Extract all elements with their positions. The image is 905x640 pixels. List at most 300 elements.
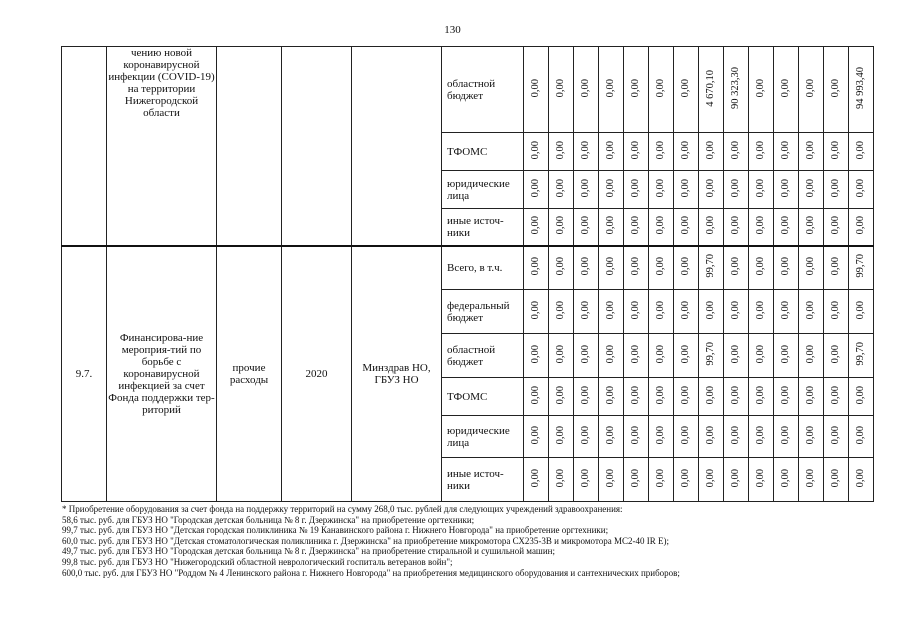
amount-value: 0,00 [730, 140, 741, 160]
amount-value: 0,00 [680, 385, 691, 405]
value-cell [649, 47, 674, 133]
value-cell [624, 334, 649, 378]
value-cell [774, 171, 799, 209]
value-cell [824, 133, 849, 171]
amount-value: 0,00 [555, 425, 566, 445]
value-cell [849, 246, 874, 290]
value-cell [649, 458, 674, 502]
value-cell [774, 458, 799, 502]
amount-value: 0,00 [705, 216, 716, 235]
amount-value: 0,00 [730, 385, 741, 405]
row-number: 9.7. [62, 246, 107, 502]
amount-value: 0,00 [805, 78, 816, 98]
amount-value: 0,00 [755, 425, 766, 445]
amount-value: 0,00 [680, 300, 691, 320]
value-cell [724, 209, 749, 246]
amount-value: 0,00 [605, 178, 616, 198]
value-cell [774, 290, 799, 334]
value-cell [849, 378, 874, 416]
value-cell [774, 378, 799, 416]
amount-value: 0,00 [805, 257, 816, 276]
value-cell [799, 290, 824, 334]
value-cell [749, 171, 774, 209]
amount-value: 0,00 [530, 178, 541, 198]
value-cell [799, 416, 824, 458]
value-cell [524, 209, 549, 246]
amount-value: 0,00 [780, 425, 791, 445]
value-cell [624, 47, 649, 133]
value-cell [574, 290, 599, 334]
footnote-line: 58,6 тыс. руб. для ГБУЗ НО "Городская детская больница № 8 г. Дзержинска" на приобретение оргтехники; [62, 514, 475, 525]
value-cell [599, 209, 624, 246]
amount-value: 0,00 [680, 140, 691, 160]
funding-source: юридические лица [442, 171, 524, 209]
amount-value: 0,00 [555, 344, 566, 364]
value-cell [699, 378, 724, 416]
value-cell [599, 458, 624, 502]
amount-value: 0,00 [655, 78, 666, 98]
value-cell [724, 47, 749, 133]
amount-value: 99,70 [855, 254, 866, 279]
value-cell [849, 290, 874, 334]
amount-value: 0,00 [830, 178, 841, 198]
amount-value: 0,00 [705, 425, 716, 445]
row-number-cell [62, 47, 107, 246]
amount-value: 0,00 [605, 140, 616, 160]
amount-value: 0,00 [605, 300, 616, 320]
value-cell [624, 416, 649, 458]
value-cell [624, 209, 649, 246]
amount-value: 0,00 [780, 300, 791, 320]
value-cell [674, 47, 699, 133]
value-cell [599, 334, 624, 378]
amount-value: 0,00 [605, 344, 616, 364]
value-cell [724, 334, 749, 378]
value-cell [799, 171, 824, 209]
amount-value: 0,00 [580, 257, 591, 276]
footnote-line: 49,7 тыс. руб. для ГБУЗ НО "Городская детская больница № 8 г. Дзержинска" на приобретение стиральной и сушильной машин; [62, 546, 556, 557]
amount-value: 0,00 [680, 178, 691, 198]
footnote-line: 600,0 тыс. руб. для ГБУЗ НО "Роддом № 4 Ленинского района г. Нижнего Новгорода" на приобретения медицинского оборудования и сантехнических приборов; [62, 567, 680, 578]
value-cell [524, 47, 549, 133]
value-cell [699, 47, 724, 133]
amount-value: 0,00 [855, 425, 866, 445]
value-cell [824, 378, 849, 416]
funding-source: Всего, в т.ч. [442, 246, 524, 290]
funding-source: федеральный бюджет [442, 290, 524, 334]
value-cell [599, 246, 624, 290]
table-row [62, 246, 874, 290]
value-cell [599, 416, 624, 458]
value-cell [774, 334, 799, 378]
amount-value: 0,00 [530, 425, 541, 445]
amount-value: 0,00 [580, 78, 591, 98]
value-cell [574, 246, 599, 290]
amount-value: 0,00 [755, 468, 766, 488]
value-cell [524, 458, 549, 502]
value-cell [799, 133, 824, 171]
value-cell [549, 416, 574, 458]
value-cell [549, 290, 574, 334]
amount-value: 0,00 [755, 140, 766, 160]
value-cell [524, 378, 549, 416]
amount-value: 0,00 [705, 385, 716, 405]
value-cell [549, 458, 574, 502]
value-cell [749, 458, 774, 502]
amount-value: 0,00 [530, 257, 541, 276]
amount-value: 0,00 [805, 344, 816, 364]
value-cell [674, 416, 699, 458]
amount-value: 0,00 [805, 216, 816, 235]
value-cell [724, 171, 749, 209]
amount-value: 0,00 [755, 385, 766, 405]
amount-value: 0,00 [555, 178, 566, 198]
amount-value: 0,00 [530, 140, 541, 160]
amount-value: 0,00 [605, 216, 616, 235]
value-cell [699, 416, 724, 458]
value-cell [799, 209, 824, 246]
amount-value: 0,00 [580, 178, 591, 198]
value-cell [674, 246, 699, 290]
amount-value: 0,00 [605, 425, 616, 445]
value-cell [849, 458, 874, 502]
amount-value: 0,00 [755, 257, 766, 276]
value-cell [574, 171, 599, 209]
value-cell [574, 458, 599, 502]
value-cell [624, 378, 649, 416]
amount-value: 0,00 [555, 140, 566, 160]
value-cell [624, 246, 649, 290]
amount-value: 4 670,10 [705, 69, 716, 107]
amount-value: 0,00 [580, 344, 591, 364]
amount-value: 0,00 [630, 425, 641, 445]
funding-source: ТФОМС [442, 378, 524, 416]
value-cell [824, 47, 849, 133]
value-cell [649, 334, 674, 378]
value-cell [574, 47, 599, 133]
value-cell [599, 47, 624, 133]
amount-value: 0,00 [705, 468, 716, 488]
value-cell [549, 334, 574, 378]
funding-source: областной бюджет [442, 47, 524, 133]
amount-value: 0,00 [730, 178, 741, 198]
amount-value: 0,00 [805, 140, 816, 160]
value-cell [549, 133, 574, 171]
amount-value: 0,00 [655, 344, 666, 364]
value-cell [524, 290, 549, 334]
amount-value: 0,00 [680, 344, 691, 364]
amount-value: 0,00 [805, 178, 816, 198]
amount-value: 0,00 [580, 300, 591, 320]
value-cell [774, 416, 799, 458]
amount-value: 0,00 [830, 78, 841, 98]
amount-value: 0,00 [855, 385, 866, 405]
value-cell [724, 458, 749, 502]
amount-value: 0,00 [530, 78, 541, 98]
value-cell [574, 416, 599, 458]
amount-value: 0,00 [680, 78, 691, 98]
amount-value: 0,00 [630, 344, 641, 364]
value-cell [624, 133, 649, 171]
amount-value: 0,00 [655, 385, 666, 405]
footnote-line: 60,0 тыс. руб. для ГБУЗ НО "Детская стоматологическая поликлиника г. Дзержинска" на приобретение микромотора СХ235-3В и микромотора МС2-40 IR E); [62, 535, 669, 546]
amount-value: 0,00 [730, 257, 741, 276]
value-cell [824, 290, 849, 334]
amount-value: 0,00 [630, 216, 641, 235]
value-cell [624, 290, 649, 334]
amount-value: 0,00 [580, 385, 591, 405]
value-cell [824, 171, 849, 209]
value-cell [774, 246, 799, 290]
amount-value: 0,00 [630, 385, 641, 405]
amount-value: 0,00 [830, 425, 841, 445]
amount-value: 0,00 [855, 468, 866, 488]
amount-value: 0,00 [755, 216, 766, 235]
amount-value: 0,00 [630, 257, 641, 276]
amount-value: 0,00 [830, 140, 841, 160]
amount-value: 0,00 [655, 216, 666, 235]
value-cell [599, 378, 624, 416]
value-cell [574, 334, 599, 378]
value-cell [649, 290, 674, 334]
amount-value: 0,00 [755, 300, 766, 320]
expense-type-cell [217, 47, 282, 246]
value-cell [649, 246, 674, 290]
value-cell [799, 378, 824, 416]
footnote-line: 99,8 тыс. руб. для ГБУЗ НО "Нижегородский областной неврологический госпиталь ветеранов войн"; [62, 556, 453, 567]
amount-value: 0,00 [730, 216, 741, 235]
amount-value: 0,00 [655, 468, 666, 488]
amount-value: 0,00 [855, 140, 866, 160]
value-cell [624, 458, 649, 502]
funding-source: иные источ-ники [442, 209, 524, 246]
amount-value: 0,00 [680, 425, 691, 445]
amount-value: 0,00 [630, 300, 641, 320]
footnote-line: 99,7 тыс. руб. для ГБУЗ НО "Детская городская поликлиника № 19 Канавинского района г. Нижнего Новгорода" на приобретение оргтехники; [62, 525, 609, 536]
funding-source: областной бюджет [442, 334, 524, 378]
amount-value: 0,00 [605, 78, 616, 98]
amount-value: 0,00 [780, 216, 791, 235]
amount-value: 0,00 [855, 178, 866, 198]
amount-value: 0,00 [830, 257, 841, 276]
value-cell [749, 133, 774, 171]
value-cell [849, 133, 874, 171]
executor-cell [352, 47, 442, 246]
value-cell [749, 416, 774, 458]
amount-value: 0,00 [830, 344, 841, 364]
footnotes [62, 504, 882, 578]
amount-value: 0,00 [755, 78, 766, 98]
amount-value: 0,00 [680, 257, 691, 276]
amount-value: 99,70 [705, 342, 716, 366]
amount-value: 0,00 [855, 300, 866, 320]
value-cell [849, 47, 874, 133]
amount-value: 99,70 [705, 254, 716, 279]
executor: Минздрав НО, ГБУЗ НО [352, 246, 442, 502]
value-cell [699, 458, 724, 502]
amount-value: 0,00 [555, 216, 566, 235]
value-cell [549, 209, 574, 246]
value-cell [649, 133, 674, 171]
amount-value: 0,00 [805, 425, 816, 445]
amount-value: 0,00 [530, 468, 541, 488]
budget-table [61, 46, 874, 502]
value-cell [549, 246, 574, 290]
amount-value: 0,00 [630, 140, 641, 160]
value-cell [524, 246, 549, 290]
amount-value: 0,00 [555, 78, 566, 98]
value-cell [549, 171, 574, 209]
amount-value: 0,00 [805, 385, 816, 405]
amount-value: 0,00 [580, 425, 591, 445]
amount-value: 0,00 [780, 344, 791, 364]
value-cell [674, 290, 699, 334]
funding-source: иные источ-ники [442, 458, 524, 502]
footnote-line: * Приобретение оборудования за счет фонда на поддержку территорий на сумму 268,0 тыс. рублей для следующих учреждений здравоохранения: [62, 504, 623, 514]
value-cell [699, 171, 724, 209]
value-cell [649, 171, 674, 209]
amount-value: 0,00 [655, 257, 666, 276]
amount-value: 0,00 [630, 178, 641, 198]
value-cell [524, 334, 549, 378]
amount-value: 0,00 [805, 468, 816, 488]
measure-description: чению новой коронавирусной инфекции (COVID-19) на территории Нижегородской области [107, 47, 217, 246]
value-cell [574, 378, 599, 416]
amount-value: 0,00 [755, 178, 766, 198]
amount-value: 0,00 [780, 257, 791, 276]
value-cell [649, 416, 674, 458]
value-cell [549, 47, 574, 133]
value-cell [674, 209, 699, 246]
value-cell [749, 334, 774, 378]
amount-value: 94 993,40 [855, 67, 866, 109]
value-cell [674, 334, 699, 378]
value-cell [824, 246, 849, 290]
amount-value: 0,00 [755, 344, 766, 364]
value-cell [674, 458, 699, 502]
amount-value: 0,00 [605, 385, 616, 405]
amount-value: 0,00 [555, 385, 566, 405]
value-cell [824, 334, 849, 378]
amount-value: 0,00 [555, 257, 566, 276]
value-cell [574, 133, 599, 171]
amount-value: 0,00 [580, 216, 591, 235]
value-cell [724, 416, 749, 458]
amount-value: 0,00 [830, 216, 841, 235]
value-cell [724, 246, 749, 290]
amount-value: 90 323,30 [730, 67, 741, 109]
amount-value: 0,00 [705, 178, 716, 198]
amount-value: 0,00 [780, 178, 791, 198]
value-cell [674, 378, 699, 416]
value-cell [749, 378, 774, 416]
amount-value: 0,00 [705, 300, 716, 320]
amount-value: 0,00 [630, 78, 641, 98]
value-cell [749, 290, 774, 334]
value-cell [699, 133, 724, 171]
amount-value: 0,00 [530, 300, 541, 320]
value-cell [699, 209, 724, 246]
value-cell [524, 171, 549, 209]
value-cell [749, 209, 774, 246]
value-cell [774, 47, 799, 133]
value-cell [599, 133, 624, 171]
amount-value: 0,00 [730, 468, 741, 488]
amount-value: 0,00 [555, 468, 566, 488]
value-cell [824, 458, 849, 502]
amount-value: 0,00 [855, 216, 866, 235]
amount-value: 0,00 [555, 300, 566, 320]
amount-value: 0,00 [780, 385, 791, 405]
value-cell [749, 246, 774, 290]
amount-value: 0,00 [530, 385, 541, 405]
value-cell [674, 171, 699, 209]
amount-value: 0,00 [730, 425, 741, 445]
amount-value: 0,00 [830, 385, 841, 405]
amount-value: 0,00 [580, 140, 591, 160]
amount-value: 0,00 [580, 468, 591, 488]
amount-value: 0,00 [830, 300, 841, 320]
value-cell [724, 290, 749, 334]
amount-value: 0,00 [530, 344, 541, 364]
amount-value: 0,00 [530, 216, 541, 235]
amount-value: 0,00 [605, 468, 616, 488]
amount-value: 0,00 [655, 140, 666, 160]
amount-value: 99,70 [855, 342, 866, 366]
value-cell [849, 334, 874, 378]
value-cell [849, 209, 874, 246]
amount-value: 0,00 [830, 468, 841, 488]
value-cell [624, 171, 649, 209]
funding-source: юридические лица [442, 416, 524, 458]
amount-value: 0,00 [680, 468, 691, 488]
measure-description: Финансирова-ние мероприя-тий по борьбе с коронавирусной инфекцией за счет Фонда поддержки тер-риторий [107, 246, 217, 502]
amount-value: 0,00 [630, 468, 641, 488]
value-cell [774, 209, 799, 246]
year: 2020 [282, 246, 352, 502]
amount-value: 0,00 [780, 140, 791, 160]
value-cell [524, 416, 549, 458]
value-cell [799, 246, 824, 290]
value-cell [574, 209, 599, 246]
amount-value: 0,00 [730, 344, 741, 364]
value-cell [699, 246, 724, 290]
funding-source: ТФОМС [442, 133, 524, 171]
value-cell [724, 378, 749, 416]
expense-type: прочие расходы [217, 246, 282, 502]
amount-value: 0,00 [780, 468, 791, 488]
value-cell [799, 458, 824, 502]
amount-value: 0,00 [605, 257, 616, 276]
value-cell [774, 133, 799, 171]
value-cell [824, 416, 849, 458]
value-cell [649, 209, 674, 246]
amount-value: 0,00 [655, 425, 666, 445]
value-cell [749, 47, 774, 133]
table-row [62, 47, 874, 133]
value-cell [849, 416, 874, 458]
amount-value: 0,00 [780, 78, 791, 98]
value-cell [824, 209, 849, 246]
amount-value: 0,00 [730, 300, 741, 320]
amount-value: 0,00 [705, 140, 716, 160]
value-cell [724, 133, 749, 171]
page-number: 130 [444, 24, 461, 36]
value-cell [674, 133, 699, 171]
amount-value: 0,00 [680, 216, 691, 235]
value-cell [599, 290, 624, 334]
amount-value: 0,00 [655, 300, 666, 320]
